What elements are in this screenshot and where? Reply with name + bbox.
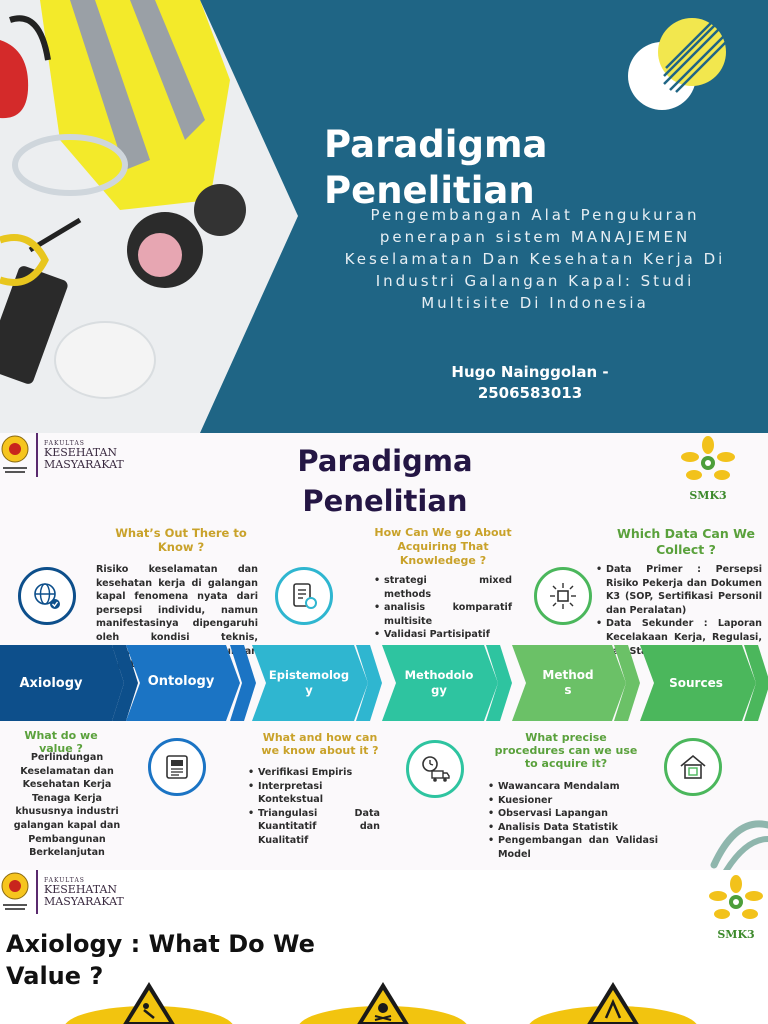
author-id: 2506583013 bbox=[477, 384, 583, 402]
newspaper-icon bbox=[162, 752, 192, 782]
question-what-precise: What precise procedures can we use to acquire it? bbox=[494, 731, 638, 770]
methodology-item: • strategi mixed methods bbox=[374, 574, 512, 601]
document-gear-icon bbox=[289, 581, 319, 611]
faculty-logo bbox=[0, 433, 124, 477]
question-how-go: How Can We go About Acquiring That Knowledege ? bbox=[374, 526, 512, 567]
smk3-logo-icon bbox=[706, 874, 766, 944]
methods-item: • Observasi Lapangan bbox=[488, 807, 658, 821]
document-icon-circle bbox=[275, 567, 333, 625]
author-info bbox=[420, 362, 640, 404]
epistemology-item: • Triangulasi Data Kuantitatif dan Kualitatif bbox=[248, 807, 380, 848]
methods-list bbox=[488, 780, 658, 862]
axiology-text: Perlindungan Keselamatan dan Kesehatan Kerja Tenaga Kerja khususnya industri galangan kapal dan Pembangunan Berkelanjutan bbox=[13, 752, 121, 859]
house-document-icon bbox=[678, 752, 708, 782]
question-which-data: Which Data Can We Collect ? bbox=[617, 526, 755, 557]
stage-epistemology-line1: Epistemolog bbox=[268, 668, 350, 682]
clock-truck-icon bbox=[420, 754, 450, 784]
methods-item: • Wawancara Mendalam bbox=[488, 780, 658, 794]
faculty-small: FAKULTAS bbox=[44, 439, 85, 447]
smk3-text: SMK3 bbox=[689, 489, 727, 502]
question-what-how: What and how can we know about it ? bbox=[261, 731, 379, 757]
slide-title bbox=[0, 0, 768, 433]
methodology-item: • analisis komparatif multisite bbox=[374, 601, 512, 628]
house-icon-circle bbox=[664, 738, 722, 796]
newspaper-icon-circle bbox=[148, 738, 206, 796]
sources-item: • Data Primer : Persepsi Risiko Pekerja dan Dokumen K3 (SOP, Sertifikasi Personil dan Peralatan) bbox=[596, 563, 762, 617]
slide-axiology bbox=[0, 870, 768, 1024]
methods-item: • Kuesioner bbox=[488, 794, 658, 808]
stage-methodology bbox=[392, 668, 486, 698]
methods-item: • Pengembangan dan Validasi Model bbox=[488, 834, 658, 861]
epistemology-item: • Interpretasi Kontekstual bbox=[248, 780, 380, 807]
decorative-arc bbox=[706, 817, 768, 870]
faculty-line2: MASYARAKAT bbox=[44, 457, 124, 471]
university-seal-icon bbox=[0, 870, 30, 914]
slide3-title: Axiology : What Do We Value ? bbox=[6, 930, 315, 990]
decorative-circles bbox=[622, 14, 732, 124]
faculty-line1: KESEHATAN bbox=[44, 882, 118, 896]
epistemology-list bbox=[248, 766, 380, 848]
stage-epistemology bbox=[262, 668, 356, 698]
stage-methodology-line2: gy bbox=[431, 683, 447, 697]
delivery-icon-circle bbox=[406, 740, 464, 798]
ontology-text: Risiko keselamatan dan kesehatan kerja di galangan kapal fenomena nyata dari persepsi individu, namun manifestasinya dipengaruhi oleh kondisi teknis, bbox=[96, 564, 258, 643]
slide1-title: Paradigma Penelitian bbox=[324, 123, 548, 212]
faculty-line1: KESEHATAN bbox=[44, 445, 118, 459]
stage-sources: Sources bbox=[669, 676, 723, 690]
fall-warning-icon bbox=[64, 980, 234, 1024]
methodology-list bbox=[374, 574, 512, 642]
slide2-title: Paradigma Penelitian bbox=[297, 444, 473, 518]
question-what-value: What do we value ? bbox=[24, 729, 98, 755]
skull-warning-icon bbox=[298, 980, 468, 1024]
box-icon-circle bbox=[534, 567, 592, 625]
stage-methods-line1: Method bbox=[542, 668, 594, 682]
university-seal-icon bbox=[0, 433, 30, 477]
methodology-item: • Validasi Partisipatif bbox=[374, 628, 512, 642]
epistemology-item: • Verifikasi Empiris bbox=[248, 766, 380, 780]
slide-paradigm-diagram bbox=[0, 433, 768, 870]
sources-item: • Data Sekunder : Laporan Kecelakaan Kerja, Regulasi, bbox=[596, 617, 762, 658]
methods-item: • Analisis Data Statistik bbox=[488, 821, 658, 835]
smk3-text: SMK3 bbox=[717, 928, 755, 941]
faculty-small: FAKULTAS bbox=[44, 876, 85, 884]
faculty-line2: MASYARAKAT bbox=[44, 894, 124, 908]
box-arrows-icon bbox=[548, 581, 578, 611]
stage-methods bbox=[522, 668, 614, 698]
faculty-logo bbox=[0, 870, 124, 914]
hazard-warning-icon bbox=[528, 980, 698, 1024]
stage-axiology: Axiology bbox=[19, 676, 83, 691]
globe-icon-circle bbox=[18, 567, 76, 625]
question-out-there: What’s Out There to Know ? bbox=[115, 526, 247, 554]
stage-ontology: Ontology bbox=[147, 674, 215, 689]
stage-epistemology-line2: y bbox=[305, 683, 313, 697]
safety-equipment-photo bbox=[0, 0, 300, 433]
smk3-logo-icon bbox=[678, 435, 738, 505]
globe-check-icon bbox=[32, 581, 62, 611]
stage-methodology-line1: Methodolo bbox=[404, 668, 474, 682]
slide1-subtitle: Pengembangan Alat Pengukuran penerapan sistem MANAJEMEN Keselamatan Dan Kesehatan Kerja Di Industri Galangan Kapal: Studi Multisite Di Indonesia bbox=[344, 206, 726, 312]
stage-methods-line2: s bbox=[564, 683, 572, 697]
author-name: Hugo Nainggolan - bbox=[451, 363, 609, 381]
